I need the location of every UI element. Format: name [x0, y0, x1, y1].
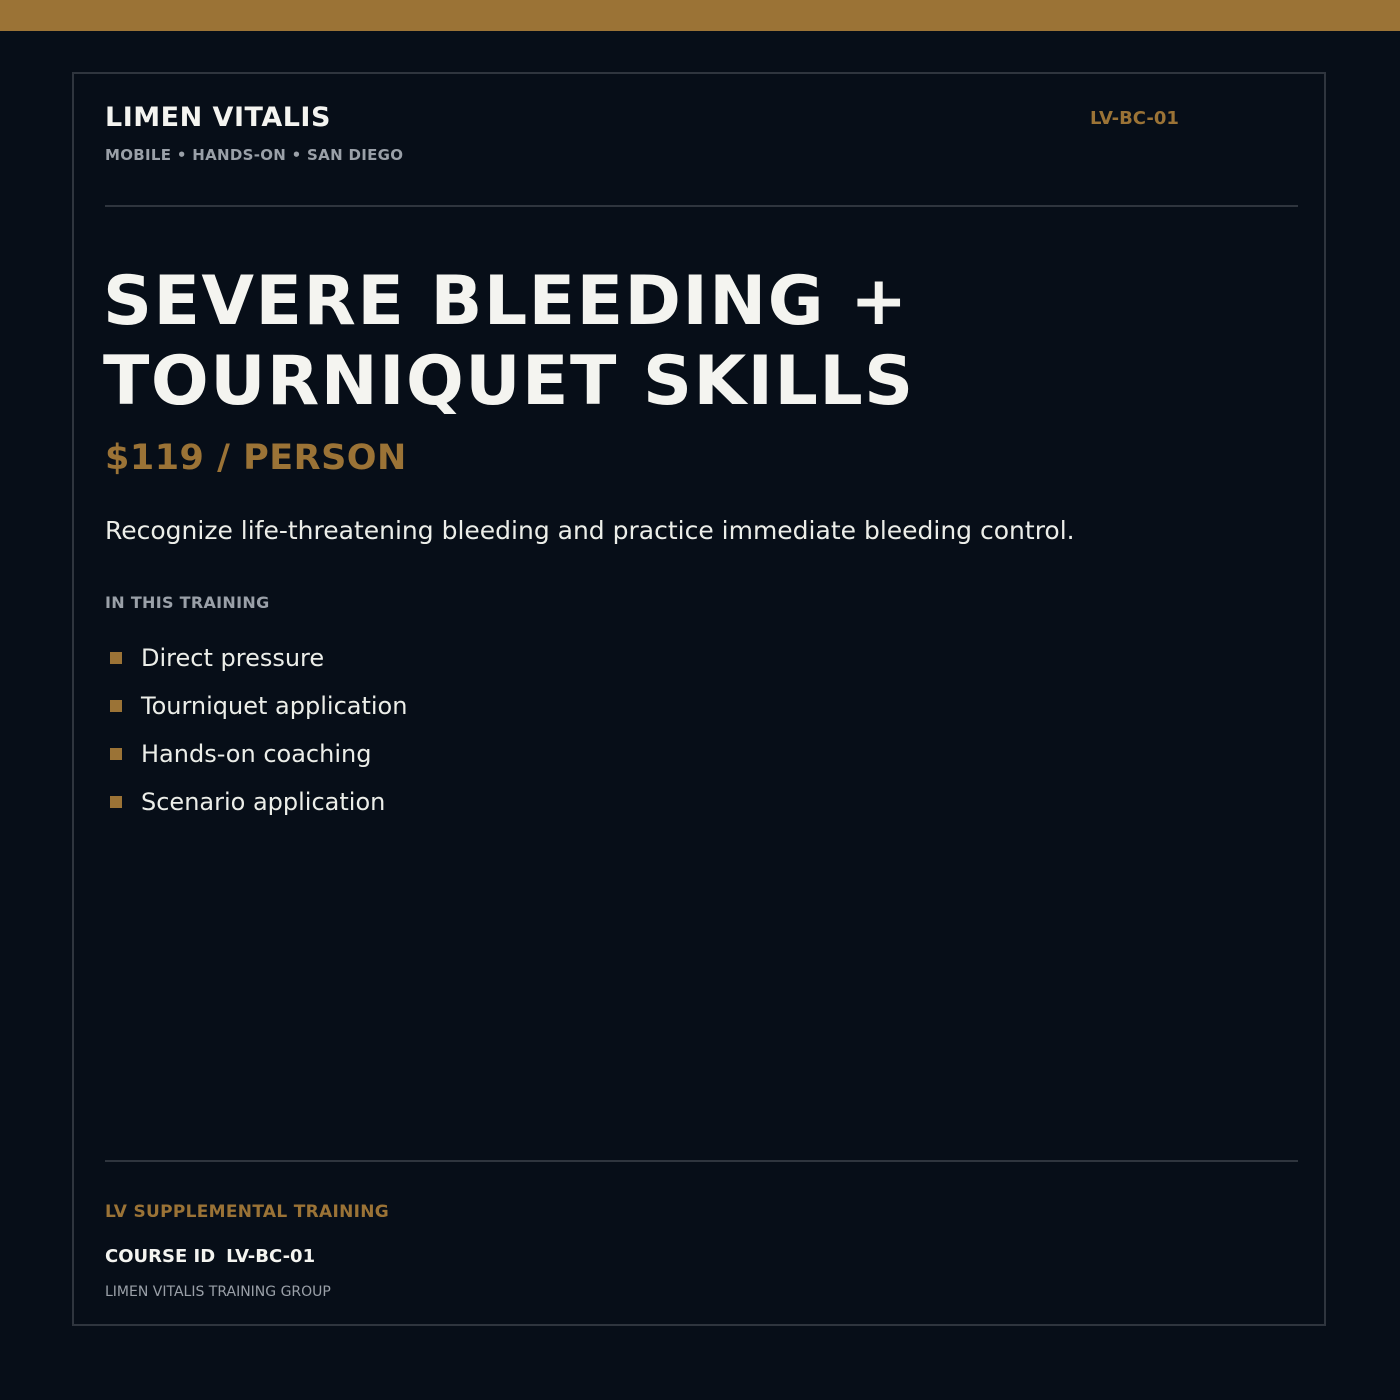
course-code-badge: LV-BC-01 [1090, 108, 1179, 129]
list-item [105, 730, 407, 778]
list-item [105, 778, 407, 826]
bullet-square-icon [110, 796, 122, 808]
top-accent-bar [0, 0, 1400, 31]
list-item-label: Scenario application [141, 788, 386, 816]
footer-divider [105, 1160, 1298, 1162]
course-price: $119 / PERSON [105, 438, 407, 478]
course-title-line-2: TOURNIQUET SKILLS [103, 342, 915, 421]
course-id [105, 1246, 315, 1267]
course-title [103, 262, 915, 422]
bullet-square-icon [110, 748, 122, 760]
course-id-label: COURSE ID [105, 1246, 216, 1267]
list-item-label: Hands-on coaching [141, 740, 372, 768]
company-name: LIMEN VITALIS TRAINING GROUP [105, 1284, 331, 1300]
course-title-line-1: SEVERE BLEEDING + [103, 262, 909, 341]
list-item [105, 634, 407, 682]
list-item-label: Tourniquet application [141, 692, 408, 720]
training-list [105, 634, 407, 826]
bullet-square-icon [110, 700, 122, 712]
header-divider [105, 205, 1298, 207]
course-description: Recognize life-threatening bleeding and practice immediate bleeding control. [105, 516, 1075, 545]
course-id-value: LV-BC-01 [226, 1246, 316, 1267]
brand-tagline: MOBILE • HANDS-ON • SAN DIEGO [105, 146, 404, 164]
course-card [72, 72, 1326, 1326]
list-item-label: Direct pressure [141, 644, 325, 672]
bullet-square-icon [110, 652, 122, 664]
training-section-label: IN THIS TRAINING [105, 593, 270, 612]
brand-name: LIMEN VITALIS [105, 102, 331, 133]
list-item [105, 682, 407, 730]
program-label: LV SUPPLEMENTAL TRAINING [105, 1202, 390, 1222]
